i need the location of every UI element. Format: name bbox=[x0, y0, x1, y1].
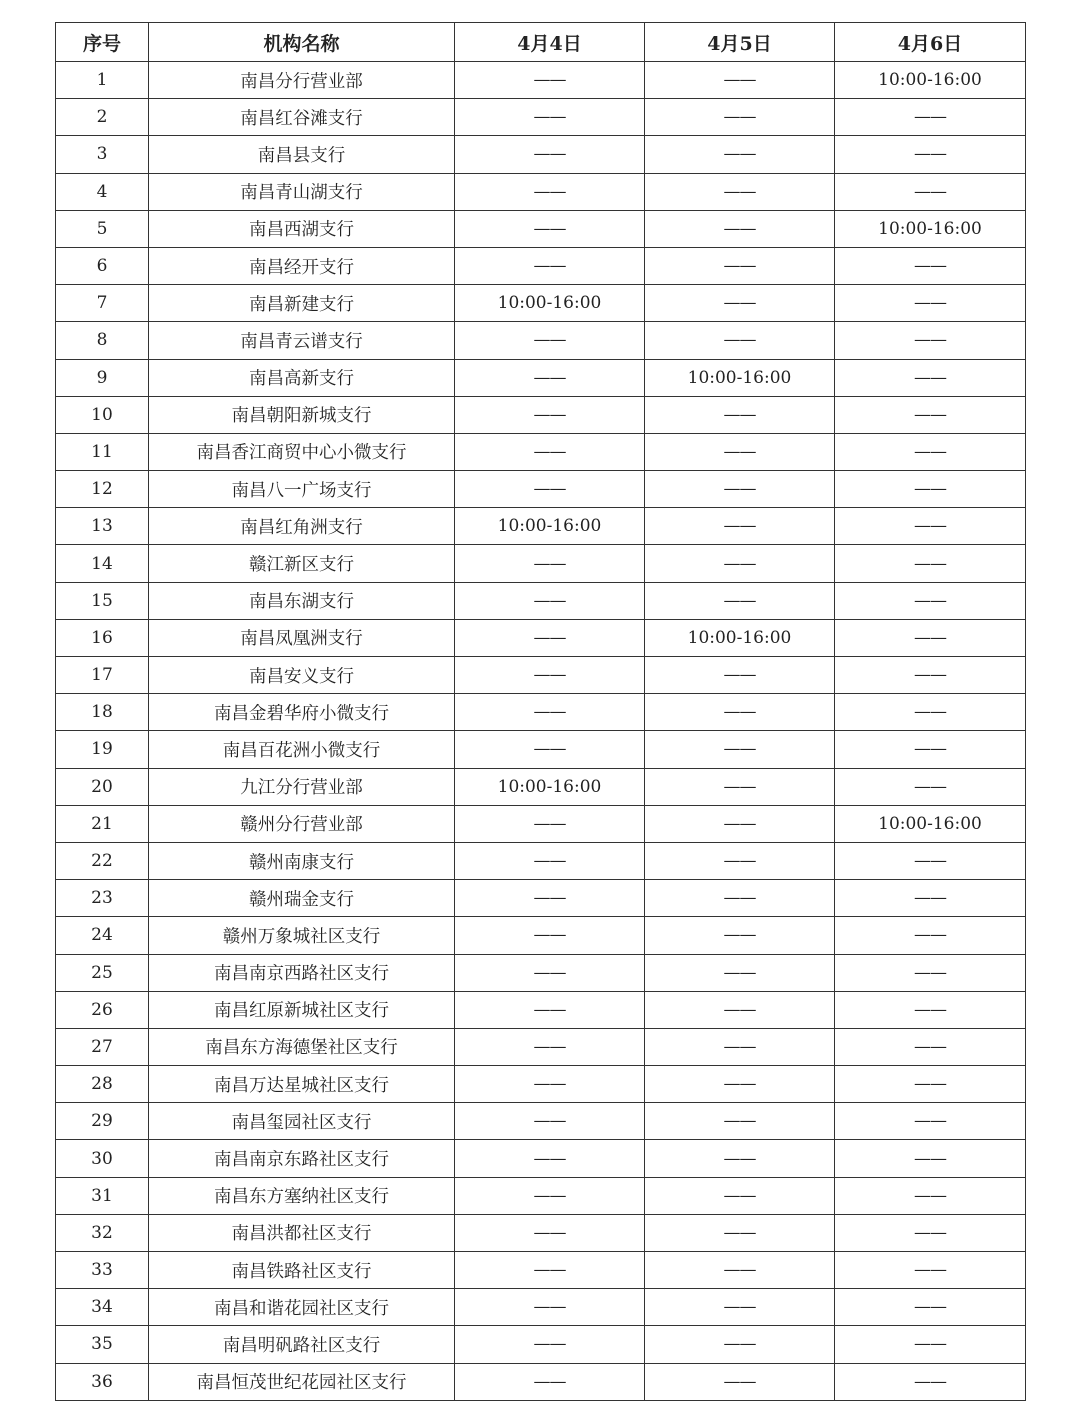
cell-index: 17 bbox=[56, 657, 149, 694]
table-row bbox=[56, 396, 1026, 433]
cell-apr-6-hours: —— bbox=[835, 694, 1026, 731]
cell-apr-4-hours: —— bbox=[455, 62, 645, 99]
table-row bbox=[56, 1028, 1026, 1065]
table-row bbox=[56, 1363, 1026, 1400]
cell-index: 4 bbox=[56, 173, 149, 210]
cell-apr-6-hours: —— bbox=[835, 1289, 1026, 1326]
table-row bbox=[56, 657, 1026, 694]
cell-apr-6-hours: —— bbox=[835, 247, 1026, 284]
table-row bbox=[56, 173, 1026, 210]
cell-apr-4-hours: —— bbox=[455, 545, 645, 582]
cell-apr-5-hours: —— bbox=[645, 1363, 835, 1400]
cell-branch-name: 赣州瑞金支行 bbox=[149, 880, 455, 917]
table-row bbox=[56, 210, 1026, 247]
cell-apr-4-hours: —— bbox=[455, 1177, 645, 1214]
cell-index: 36 bbox=[56, 1363, 149, 1400]
cell-apr-4-hours: —— bbox=[455, 991, 645, 1028]
branch-hours-table bbox=[55, 22, 1026, 1401]
table-row bbox=[56, 1289, 1026, 1326]
cell-index: 34 bbox=[56, 1289, 149, 1326]
cell-apr-5-hours: —— bbox=[645, 136, 835, 173]
cell-branch-name: 南昌香江商贸中心小微支行 bbox=[149, 433, 455, 470]
cell-apr-6-hours: —— bbox=[835, 471, 1026, 508]
cell-apr-6-hours: —— bbox=[835, 322, 1026, 359]
cell-apr-6-hours: —— bbox=[835, 1103, 1026, 1140]
header-apr-4: 4月4日 bbox=[455, 23, 645, 62]
cell-apr-4-hours: —— bbox=[455, 619, 645, 656]
cell-apr-4-hours: —— bbox=[455, 582, 645, 619]
cell-branch-name: 南昌东湖支行 bbox=[149, 582, 455, 619]
cell-branch-name: 南昌红原新城社区支行 bbox=[149, 991, 455, 1028]
cell-apr-6-hours: —— bbox=[835, 582, 1026, 619]
cell-apr-4-hours: —— bbox=[455, 1289, 645, 1326]
cell-apr-5-hours: —— bbox=[645, 62, 835, 99]
cell-apr-5-hours: —— bbox=[645, 917, 835, 954]
table-row bbox=[56, 359, 1026, 396]
cell-branch-name: 南昌经开支行 bbox=[149, 247, 455, 284]
cell-apr-6-hours: —— bbox=[835, 433, 1026, 470]
table-row bbox=[56, 285, 1026, 322]
table-row bbox=[56, 1103, 1026, 1140]
cell-index: 8 bbox=[56, 322, 149, 359]
cell-apr-4-hours: —— bbox=[455, 471, 645, 508]
cell-branch-name: 南昌青山湖支行 bbox=[149, 173, 455, 210]
cell-branch-name: 南昌明矾路社区支行 bbox=[149, 1326, 455, 1363]
cell-index: 9 bbox=[56, 359, 149, 396]
cell-apr-4-hours: —— bbox=[455, 880, 645, 917]
cell-branch-name: 南昌玺园社区支行 bbox=[149, 1103, 455, 1140]
cell-apr-6-hours: 10:00-16:00 bbox=[835, 62, 1026, 99]
table-header-row bbox=[56, 23, 1026, 62]
cell-apr-6-hours: —— bbox=[835, 619, 1026, 656]
cell-apr-6-hours: —— bbox=[835, 1028, 1026, 1065]
cell-apr-4-hours: —— bbox=[455, 433, 645, 470]
cell-apr-5-hours: —— bbox=[645, 731, 835, 768]
cell-apr-5-hours: —— bbox=[645, 1103, 835, 1140]
cell-branch-name: 南昌洪都社区支行 bbox=[149, 1214, 455, 1251]
table-row bbox=[56, 99, 1026, 136]
cell-apr-5-hours: —— bbox=[645, 433, 835, 470]
cell-index: 14 bbox=[56, 545, 149, 582]
cell-apr-4-hours: —— bbox=[455, 359, 645, 396]
header-branch-name: 机构名称 bbox=[149, 23, 455, 62]
cell-apr-5-hours: —— bbox=[645, 657, 835, 694]
cell-branch-name: 南昌青云谱支行 bbox=[149, 322, 455, 359]
table-row bbox=[56, 322, 1026, 359]
cell-apr-4-hours: —— bbox=[455, 731, 645, 768]
cell-apr-5-hours: —— bbox=[645, 1326, 835, 1363]
cell-apr-4-hours: —— bbox=[455, 1252, 645, 1289]
cell-apr-5-hours: —— bbox=[645, 582, 835, 619]
cell-index: 16 bbox=[56, 619, 149, 656]
cell-apr-6-hours: —— bbox=[835, 1252, 1026, 1289]
cell-index: 22 bbox=[56, 842, 149, 879]
cell-apr-6-hours: —— bbox=[835, 99, 1026, 136]
cell-apr-6-hours: —— bbox=[835, 1363, 1026, 1400]
cell-branch-name: 南昌西湖支行 bbox=[149, 210, 455, 247]
cell-apr-4-hours: —— bbox=[455, 917, 645, 954]
cell-apr-5-hours: —— bbox=[645, 1289, 835, 1326]
cell-apr-6-hours: —— bbox=[835, 1066, 1026, 1103]
cell-apr-4-hours: —— bbox=[455, 1326, 645, 1363]
cell-apr-5-hours: —— bbox=[645, 694, 835, 731]
cell-apr-4-hours: —— bbox=[455, 842, 645, 879]
cell-apr-5-hours: —— bbox=[645, 1066, 835, 1103]
cell-apr-5-hours: —— bbox=[645, 173, 835, 210]
cell-branch-name: 南昌恒茂世纪花园社区支行 bbox=[149, 1363, 455, 1400]
cell-apr-4-hours: —— bbox=[455, 136, 645, 173]
cell-apr-5-hours: —— bbox=[645, 210, 835, 247]
table-row bbox=[56, 805, 1026, 842]
cell-apr-4-hours: —— bbox=[455, 1028, 645, 1065]
table-row bbox=[56, 954, 1026, 991]
cell-index: 30 bbox=[56, 1140, 149, 1177]
cell-index: 7 bbox=[56, 285, 149, 322]
cell-index: 6 bbox=[56, 247, 149, 284]
cell-index: 26 bbox=[56, 991, 149, 1028]
table-row bbox=[56, 62, 1026, 99]
cell-apr-6-hours: —— bbox=[835, 1214, 1026, 1251]
cell-apr-6-hours: —— bbox=[835, 991, 1026, 1028]
cell-branch-name: 南昌凤凰洲支行 bbox=[149, 619, 455, 656]
cell-branch-name: 南昌和谐花园社区支行 bbox=[149, 1289, 455, 1326]
cell-branch-name: 南昌县支行 bbox=[149, 136, 455, 173]
cell-branch-name: 南昌东方海德堡社区支行 bbox=[149, 1028, 455, 1065]
cell-apr-6-hours: —— bbox=[835, 657, 1026, 694]
cell-apr-6-hours: —— bbox=[835, 508, 1026, 545]
table-body bbox=[56, 62, 1026, 1401]
cell-apr-4-hours: —— bbox=[455, 1140, 645, 1177]
table-row bbox=[56, 880, 1026, 917]
cell-apr-5-hours: —— bbox=[645, 247, 835, 284]
table-row bbox=[56, 545, 1026, 582]
table-row bbox=[56, 694, 1026, 731]
cell-apr-4-hours: —— bbox=[455, 210, 645, 247]
cell-apr-4-hours: —— bbox=[455, 322, 645, 359]
cell-index: 24 bbox=[56, 917, 149, 954]
cell-apr-5-hours: —— bbox=[645, 880, 835, 917]
cell-branch-name: 南昌百花洲小微支行 bbox=[149, 731, 455, 768]
cell-index: 20 bbox=[56, 768, 149, 805]
cell-index: 21 bbox=[56, 805, 149, 842]
cell-branch-name: 南昌红角洲支行 bbox=[149, 508, 455, 545]
cell-apr-6-hours: —— bbox=[835, 396, 1026, 433]
cell-apr-6-hours: —— bbox=[835, 359, 1026, 396]
cell-apr-4-hours: —— bbox=[455, 954, 645, 991]
table-row bbox=[56, 1066, 1026, 1103]
cell-apr-4-hours: —— bbox=[455, 805, 645, 842]
cell-index: 19 bbox=[56, 731, 149, 768]
cell-branch-name: 南昌东方塞纳社区支行 bbox=[149, 1177, 455, 1214]
cell-apr-6-hours: —— bbox=[835, 768, 1026, 805]
cell-branch-name: 赣江新区支行 bbox=[149, 545, 455, 582]
cell-apr-6-hours: —— bbox=[835, 1140, 1026, 1177]
cell-apr-6-hours: —— bbox=[835, 1177, 1026, 1214]
cell-apr-6-hours: —— bbox=[835, 1326, 1026, 1363]
cell-apr-5-hours: —— bbox=[645, 1252, 835, 1289]
cell-index: 33 bbox=[56, 1252, 149, 1289]
cell-branch-name: 南昌金碧华府小微支行 bbox=[149, 694, 455, 731]
cell-index: 5 bbox=[56, 210, 149, 247]
cell-apr-6-hours: —— bbox=[835, 731, 1026, 768]
table-row bbox=[56, 619, 1026, 656]
table-row bbox=[56, 842, 1026, 879]
table-row bbox=[56, 1140, 1026, 1177]
cell-apr-5-hours: —— bbox=[645, 1140, 835, 1177]
cell-index: 28 bbox=[56, 1066, 149, 1103]
cell-apr-6-hours: —— bbox=[835, 880, 1026, 917]
table-row bbox=[56, 768, 1026, 805]
cell-branch-name: 南昌安义支行 bbox=[149, 657, 455, 694]
cell-apr-5-hours: —— bbox=[645, 805, 835, 842]
cell-apr-4-hours: —— bbox=[455, 396, 645, 433]
table-row bbox=[56, 471, 1026, 508]
cell-index: 11 bbox=[56, 433, 149, 470]
table-row bbox=[56, 1177, 1026, 1214]
cell-apr-5-hours: —— bbox=[645, 285, 835, 322]
cell-apr-4-hours: 10:00-16:00 bbox=[455, 508, 645, 545]
cell-apr-5-hours: —— bbox=[645, 991, 835, 1028]
cell-apr-6-hours: —— bbox=[835, 842, 1026, 879]
cell-apr-4-hours: 10:00-16:00 bbox=[455, 768, 645, 805]
cell-branch-name: 南昌铁路社区支行 bbox=[149, 1252, 455, 1289]
cell-apr-4-hours: 10:00-16:00 bbox=[455, 285, 645, 322]
cell-index: 10 bbox=[56, 396, 149, 433]
cell-index: 35 bbox=[56, 1326, 149, 1363]
cell-branch-name: 赣州万象城社区支行 bbox=[149, 917, 455, 954]
table-row bbox=[56, 991, 1026, 1028]
table-row bbox=[56, 433, 1026, 470]
cell-index: 13 bbox=[56, 508, 149, 545]
cell-apr-4-hours: —— bbox=[455, 173, 645, 210]
header-index: 序号 bbox=[56, 23, 149, 62]
cell-branch-name: 南昌分行营业部 bbox=[149, 62, 455, 99]
cell-branch-name: 南昌高新支行 bbox=[149, 359, 455, 396]
cell-apr-6-hours: —— bbox=[835, 136, 1026, 173]
cell-index: 18 bbox=[56, 694, 149, 731]
cell-apr-5-hours: —— bbox=[645, 322, 835, 359]
table-row bbox=[56, 1326, 1026, 1363]
cell-index: 12 bbox=[56, 471, 149, 508]
cell-apr-6-hours: —— bbox=[835, 545, 1026, 582]
cell-branch-name: 南昌南京西路社区支行 bbox=[149, 954, 455, 991]
cell-apr-5-hours: 10:00-16:00 bbox=[645, 619, 835, 656]
cell-apr-4-hours: —— bbox=[455, 1363, 645, 1400]
cell-branch-name: 南昌红谷滩支行 bbox=[149, 99, 455, 136]
cell-branch-name: 赣州南康支行 bbox=[149, 842, 455, 879]
cell-branch-name: 赣州分行营业部 bbox=[149, 805, 455, 842]
cell-apr-5-hours: —— bbox=[645, 1177, 835, 1214]
cell-branch-name: 南昌南京东路社区支行 bbox=[149, 1140, 455, 1177]
cell-apr-5-hours: —— bbox=[645, 1028, 835, 1065]
cell-apr-4-hours: —— bbox=[455, 99, 645, 136]
cell-branch-name: 九江分行营业部 bbox=[149, 768, 455, 805]
cell-index: 23 bbox=[56, 880, 149, 917]
cell-index: 15 bbox=[56, 582, 149, 619]
table-row bbox=[56, 1252, 1026, 1289]
header-apr-5: 4月5日 bbox=[645, 23, 835, 62]
cell-index: 3 bbox=[56, 136, 149, 173]
cell-branch-name: 南昌八一广场支行 bbox=[149, 471, 455, 508]
cell-apr-4-hours: —— bbox=[455, 1103, 645, 1140]
cell-apr-6-hours: —— bbox=[835, 954, 1026, 991]
cell-branch-name: 南昌新建支行 bbox=[149, 285, 455, 322]
cell-apr-4-hours: —— bbox=[455, 1066, 645, 1103]
cell-index: 27 bbox=[56, 1028, 149, 1065]
cell-apr-4-hours: —— bbox=[455, 694, 645, 731]
table-row bbox=[56, 917, 1026, 954]
cell-index: 29 bbox=[56, 1103, 149, 1140]
cell-index: 1 bbox=[56, 62, 149, 99]
cell-apr-4-hours: —— bbox=[455, 657, 645, 694]
cell-index: 2 bbox=[56, 99, 149, 136]
table-row bbox=[56, 582, 1026, 619]
cell-index: 32 bbox=[56, 1214, 149, 1251]
cell-apr-5-hours: —— bbox=[645, 842, 835, 879]
cell-apr-6-hours: —— bbox=[835, 917, 1026, 954]
table-row bbox=[56, 508, 1026, 545]
table-row bbox=[56, 1214, 1026, 1251]
cell-apr-5-hours: —— bbox=[645, 768, 835, 805]
cell-apr-5-hours: —— bbox=[645, 99, 835, 136]
cell-apr-5-hours: 10:00-16:00 bbox=[645, 359, 835, 396]
cell-apr-5-hours: —— bbox=[645, 1214, 835, 1251]
table-row bbox=[56, 247, 1026, 284]
cell-apr-4-hours: —— bbox=[455, 1214, 645, 1251]
cell-apr-6-hours: —— bbox=[835, 285, 1026, 322]
cell-apr-5-hours: —— bbox=[645, 471, 835, 508]
cell-index: 31 bbox=[56, 1177, 149, 1214]
table-row bbox=[56, 731, 1026, 768]
cell-apr-5-hours: —— bbox=[645, 954, 835, 991]
header-apr-6: 4月6日 bbox=[835, 23, 1026, 62]
cell-branch-name: 南昌朝阳新城支行 bbox=[149, 396, 455, 433]
cell-apr-4-hours: —— bbox=[455, 247, 645, 284]
cell-index: 25 bbox=[56, 954, 149, 991]
cell-apr-6-hours: —— bbox=[835, 173, 1026, 210]
table-row bbox=[56, 136, 1026, 173]
cell-apr-5-hours: —— bbox=[645, 545, 835, 582]
cell-apr-5-hours: —— bbox=[645, 508, 835, 545]
cell-apr-6-hours: 10:00-16:00 bbox=[835, 805, 1026, 842]
cell-apr-5-hours: —— bbox=[645, 396, 835, 433]
cell-apr-6-hours: 10:00-16:00 bbox=[835, 210, 1026, 247]
cell-branch-name: 南昌万达星城社区支行 bbox=[149, 1066, 455, 1103]
